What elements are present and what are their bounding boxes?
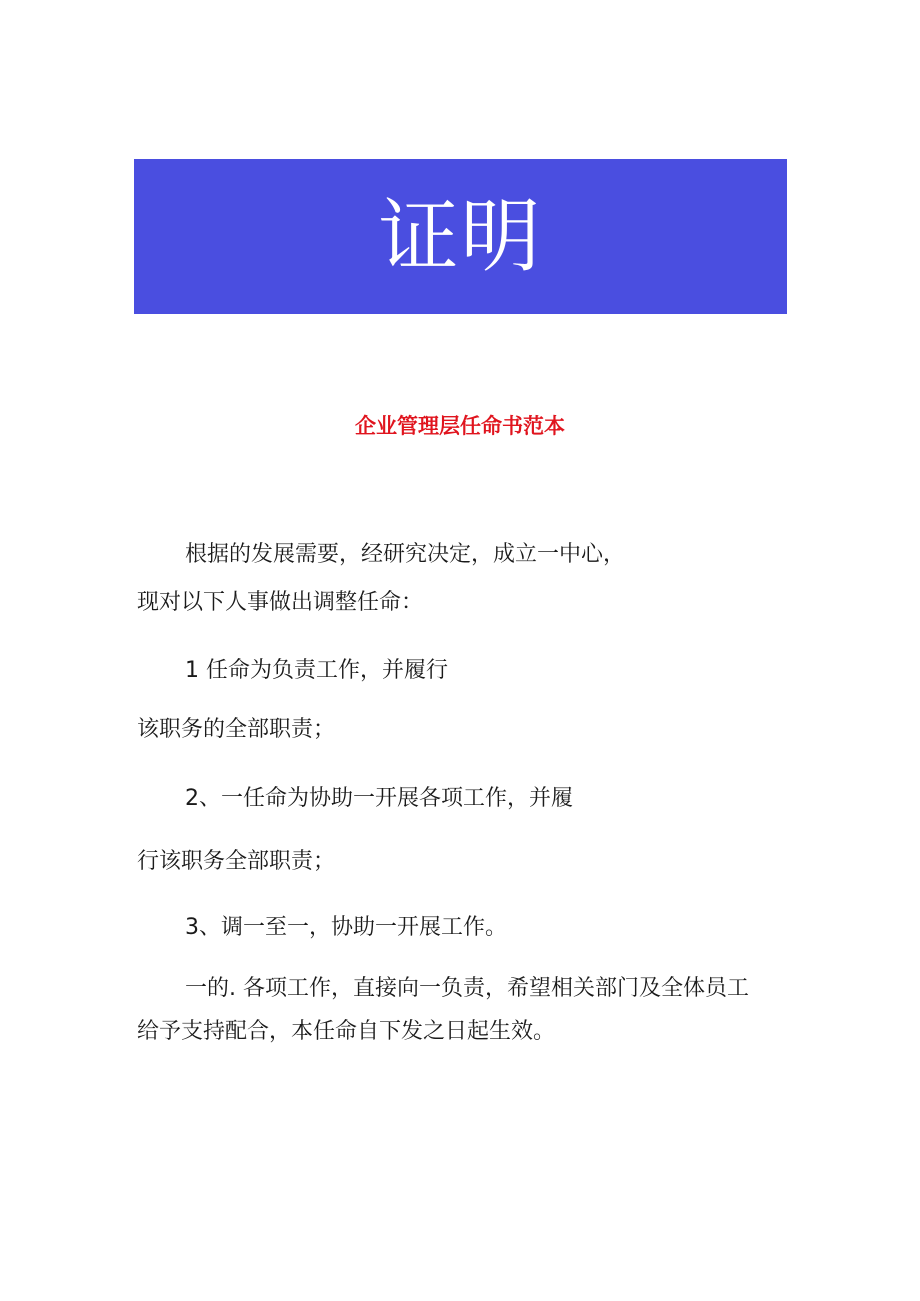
closing-paragraph-line: 一的. 各项工作，直接向一负责，希望相关部门及全体员工 [185,976,749,1001]
paragraph-line: 根据的发展需要，经研究决定，成立一中心， [185,542,626,567]
appointment-item-1-continued: 该职务的全部职责； [137,717,336,742]
appointment-item-2-continued: 行该职务全部职责； [137,849,336,874]
appointment-item-2: 2、一任命为协助一开展各项工作，并履 [185,786,573,811]
paragraph-line: 现对以下人事做出调整任命： [137,590,424,615]
banner-title: 证明 [378,189,543,283]
closing-paragraph-line: 给予支持配合，本任命自下发之日起生效。 [137,1019,556,1044]
appointment-item-1: 1 任命为负责工作，并履行 [185,658,448,683]
appointment-item-3: 3、调一至一，协助一开展工作。 [185,915,507,940]
document-title: 企业管理层任命书范本 [355,414,565,438]
title-banner [134,159,787,314]
